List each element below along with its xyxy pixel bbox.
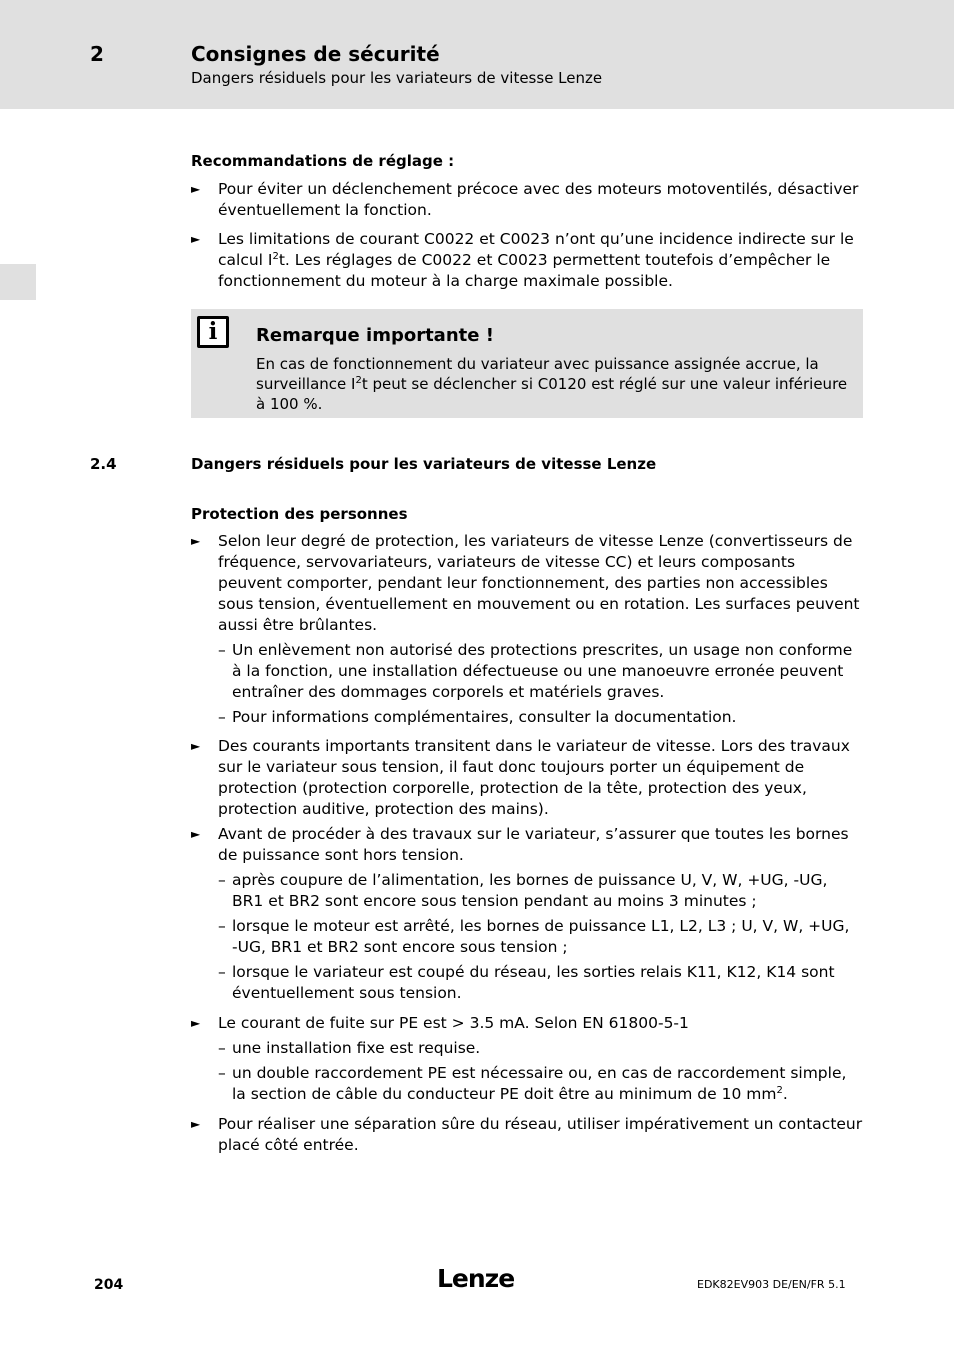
important-note-box [191, 309, 863, 418]
protection-bullet-4-text: Le courant de fuite sur PE est > 3.5 mA. Selon EN 61800-5-1 [218, 1014, 689, 1032]
bullet-marker: ► [191, 827, 201, 841]
protection-bullet-3-sub-2: – lorsque le moteur est arrêté, les bornes de puissance L1, L2, L3 ; U, V, W, +UG, -UG, BR1 et BR2 sont encore sous tension ; [218, 917, 850, 956]
chapter-subtitle: Dangers résiduels pour les variateurs de vitesse Lenze [191, 69, 603, 87]
info-icon: i [197, 316, 229, 348]
note-text: En cas de fonctionnement du variateur avec puissance assignée accrue, la surveillance $I^2t$ peut se déclencher si C0120 est réglé sur une valeur inférieure à 100 %. [256, 355, 848, 413]
bullet-marker: ► [191, 534, 201, 548]
protection-bullet-3-sub-3: – lorsque le variateur est coupé du réseau, les sorties relais K11, K12, K14 sont éventuellement sous tension. [218, 963, 835, 1002]
bullet-marker: ► [191, 1016, 201, 1030]
section-subheading: Protection des personnes [191, 505, 408, 523]
bullet-marker: ► [191, 1117, 201, 1131]
protection-bullet-4-sub-2: – un double raccordement PE est nécessaire ou, en cas de raccordement simple, la section de câble du conducteur PE doit être au minimum de 10 $mm^2$. [218, 1064, 847, 1103]
protection-bullet-1 [191, 531, 863, 636]
protection-bullet-2 [191, 736, 863, 820]
settings-bullet-1 [191, 179, 863, 221]
page-number: 204 [94, 1277, 124, 1293]
protection-bullet-2-text: Des courants importants transitent dans le variateur de vitesse. Lors des travaux sur le variateur sous tension, il faut donc toujours porter un équipement de protection (protection corporelle, protection de la tête, protection des yeux, protection auditive, protection des mains). [218, 737, 850, 818]
note-title: Remarque importante ! [256, 325, 494, 346]
protection-bullet-1-text: Selon leur degré de protection, les variateurs de vitesse Lenze (convertisseurs de fréquence, servovariateurs, variateurs de vitesse CC) et leurs composants peuvent comporter, pendant leur fonctionnement, des parties non accessibles sous tension, éventuellement en mouvement ou en rotation. Les surfaces peuvent aussi être brûlantes. [218, 532, 860, 634]
protection-bullet-3-text: Avant de procéder à des travaux sur le variateur, s’assurer que toutes les bornes de puissance sont hors tension. [218, 825, 849, 864]
protection-bullet-5-text: Pour réaliser une séparation sûre du réseau, utiliser impérativement un contacteur placé côté entrée. [218, 1115, 863, 1154]
lenze-logo: Lenze [437, 1264, 515, 1293]
protection-bullet-1-sub-2: – Pour informations complémentaires, consulter la documentation. [218, 708, 737, 726]
bullet-marker: ► [191, 232, 201, 246]
settings-heading: Recommandations de réglage : [191, 152, 455, 170]
document-code: EDK82EV903 DE/EN/FR 5.1 [697, 1278, 846, 1291]
header-band [0, 0, 954, 109]
protection-bullet-5 [191, 1114, 863, 1156]
protection-bullet-4-sub-1: – une installation fixe est requise. [218, 1039, 481, 1057]
settings-bullet-1-text: Pour éviter un déclenchement précoce avec des moteurs motoventilés, désactiver éventuellement la fonction. [218, 180, 859, 219]
chapter-title: Consignes de sécurité [191, 42, 440, 66]
section-number: 2.4 [90, 455, 117, 473]
protection-bullet-4 [191, 1013, 863, 1034]
protection-bullet-3 [191, 824, 863, 866]
settings-bullet-2 [191, 229, 863, 292]
protection-bullet-3-sub-1: – après coupure de l’alimentation, les bornes de puissance U, V, W, +UG, -UG, BR1 et BR2 sont encore sous tension pendant au moins 3 minutes ; [218, 871, 828, 910]
chapter-number: 2 [90, 42, 104, 66]
protection-bullet-1-sub-1: – Un enlèvement non autorisé des protections prescrites, un usage non conforme à la fonction, une installation défectueuse ou une manoeuvre erronée peuvent entraîner des dommages corporels et matériels graves. [218, 641, 853, 701]
bullet-marker: ► [191, 739, 201, 753]
chapter-side-tab [0, 264, 36, 300]
section-title: Dangers résiduels pour les variateurs de vitesse Lenze [191, 455, 657, 473]
bullet-marker: ► [191, 182, 201, 196]
settings-bullet-2-text: Les limitations de courant C0022 et C0023 n’ont qu’une incidence indirecte sur le calcul $I^2t$. Les réglages de C0022 et C0023 permettent toutefois d’empêcher le fonctionnement du moteur à la charge maximale possible. [218, 230, 854, 290]
